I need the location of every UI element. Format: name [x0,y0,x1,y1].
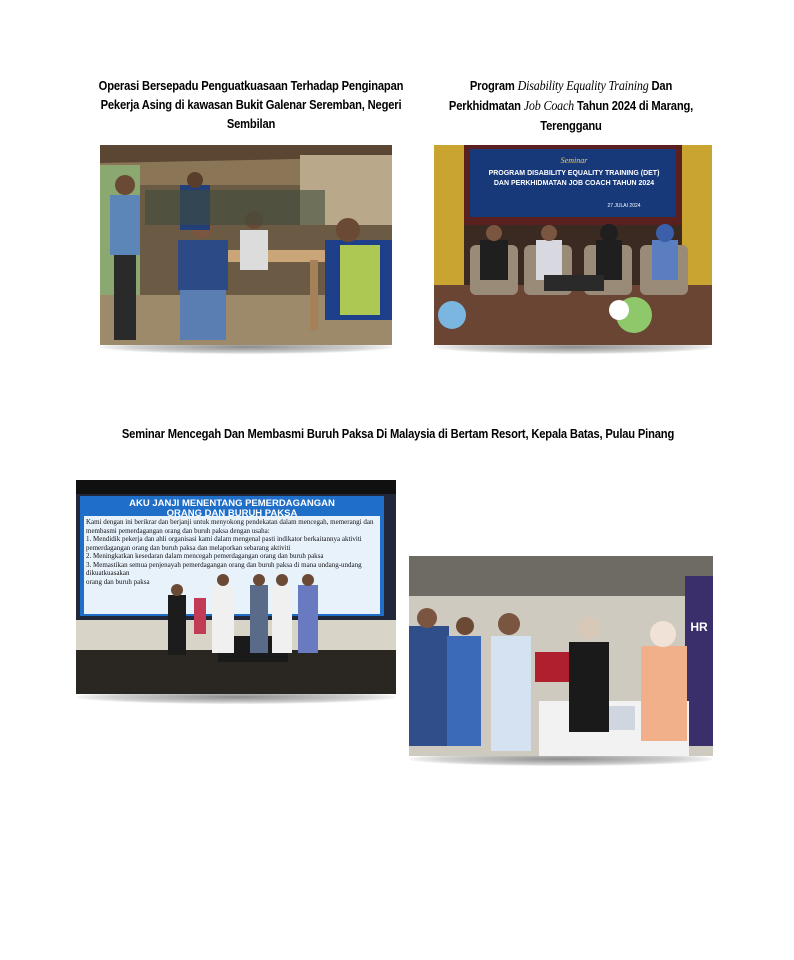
pledge-item: 3. Memastikan semua penjenayah pemerdagangan orang dan buruh paksa di mana undang-undang dikuatkuasakan [86,560,362,577]
caption-det-mid: Dan Perkhidmatan [448,78,673,113]
caption-det-italic-2: Job Coach [523,99,575,114]
screen-title: PROGRAM DISABILITY EQUALITY TRAINING (DET) [488,170,660,177]
caption-det-prefix: Program [469,78,515,93]
pledge-item: 1. Mendidik pekerja dan ahli organisasi kami dalam mengenal pasti indikator berkaitannya aktiviti pemerdagangan orang dan buruh paksa dan melaporkan sebarang aktiviti [86,535,362,552]
screen-date: 27 JULAI 2024 [607,203,641,209]
caption-seminar: Seminar Mencegah Dan Membasmi Buruh Paksa Di Malaysia di Bertam Resort, Kepala Batas, Pulau Pinang [121,426,675,441]
booth-banner: HR [690,620,708,634]
photo-pledge [76,480,396,694]
caption-det-italic-1: Disability Equality Training [517,79,649,94]
pledge-title-2: ORANG DAN BURUH PAKSA [166,508,298,519]
screen-subtitle: DAN PERKHIDMATAN JOB COACH TAHUN 2024 [493,180,655,187]
caption-operation: Operasi Bersepadu Penguatkuasaan Terhadap Penginapan Pekerja Asing di kawasan Bukit Galenar Seremban, Negeri Sembilan [98,78,404,131]
pledge-title: AKU JANJI MENENTANG PEMERDAGANGAN [129,498,335,509]
photo-operation [100,145,392,345]
screen-heading: Seminar [560,156,588,165]
photo-det-seminar [434,145,712,345]
pledge-intro: Kami dengan ini berikrar dan berjanji untuk menyokong pendekatan dalam mencegah, memerangi dan membasmi pemerdagangan orang dan buruh paksa dengan usaha: [86,518,374,535]
pledge-footer: orang dan buruh paksa [86,577,150,586]
photo-booth [409,556,713,756]
pledge-item: 2. Meningkatkan kesedaran dalam mencegah pemerdagangan orang dan buruh paksa [86,552,324,560]
caption-det-suffix: Tahun 2024 di Marang, Terengganu [540,98,694,133]
caption-det [439,76,702,135]
